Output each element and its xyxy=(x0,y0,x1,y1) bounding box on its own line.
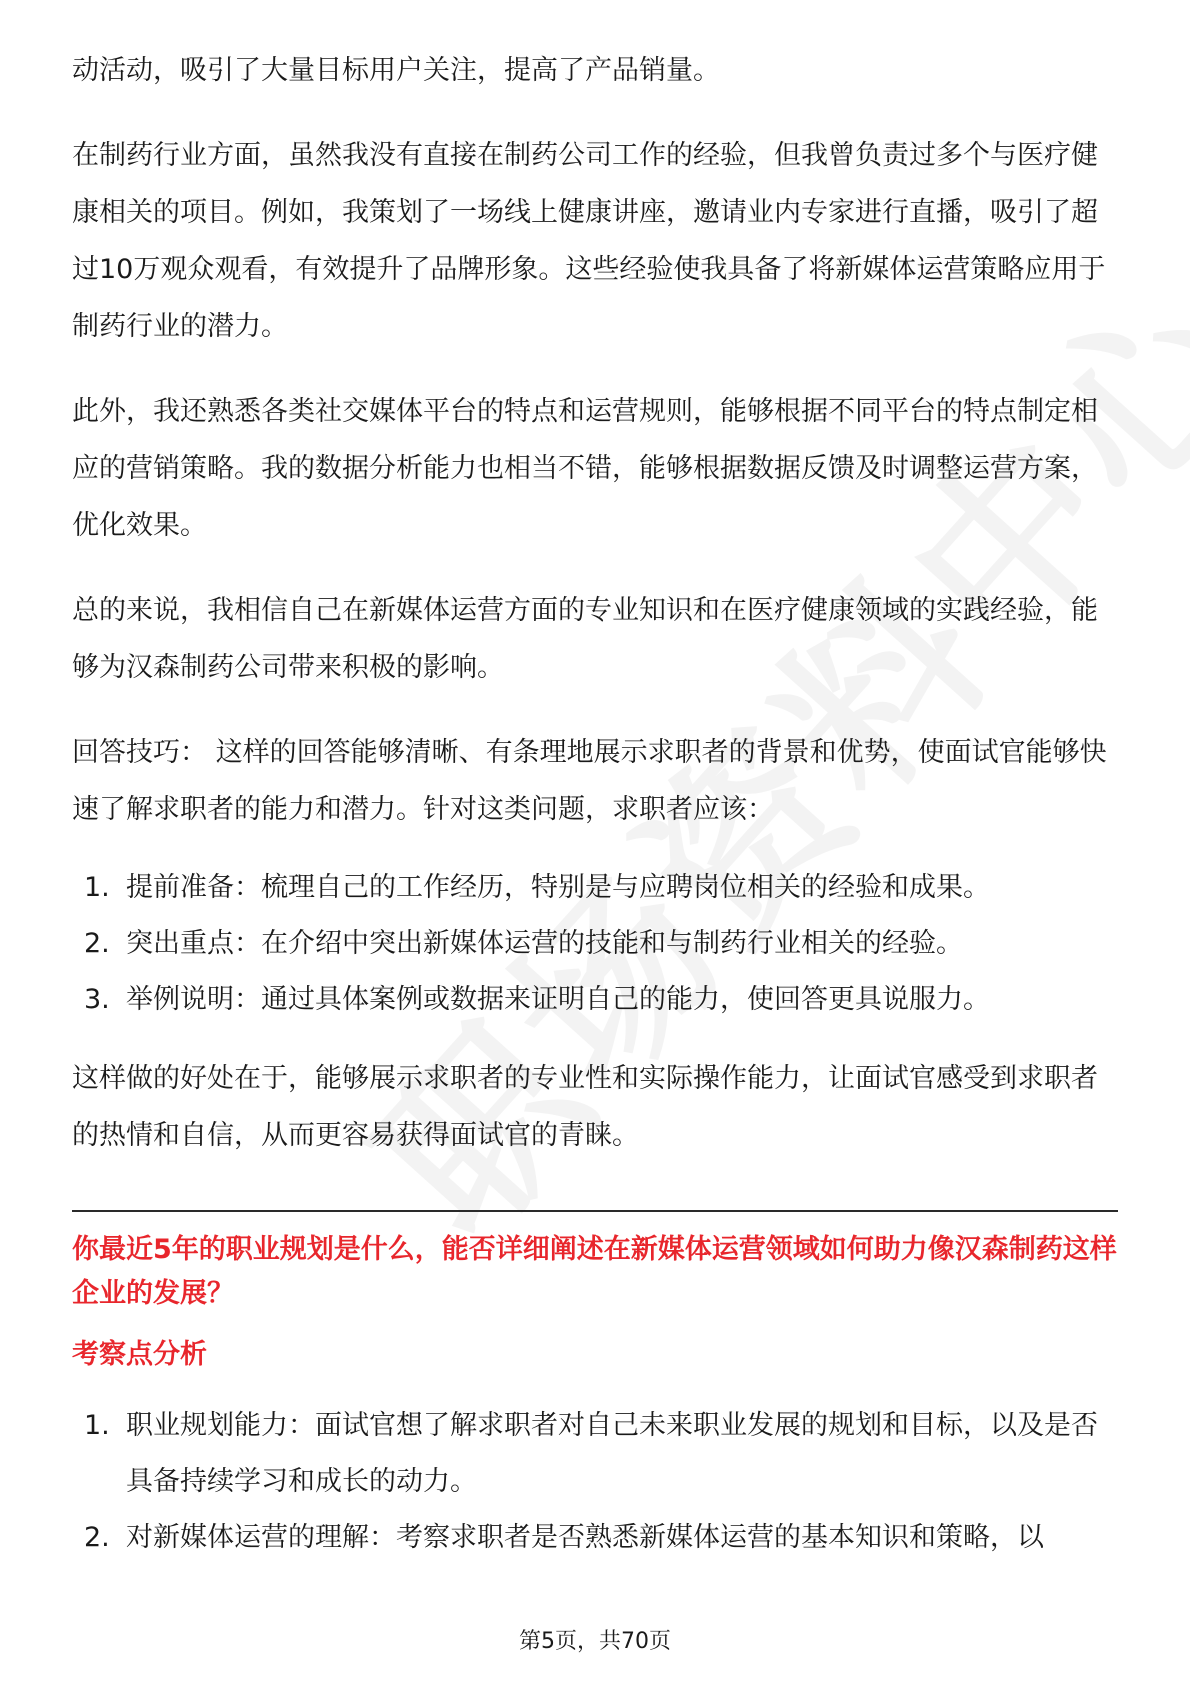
analysis-title: 考察点分析 xyxy=(72,1339,207,1370)
closing-paragraph: 这样做的好处在于，能够展示求职者的专业性和实际操作能力，让面试官感受到求职者的热情和自信，从而更容易获得面试官的青睐。 xyxy=(72,1063,1098,1151)
list-text: 举例说明：通过具体案例或数据来证明自己的能力，使回答更具说服力。 xyxy=(126,984,990,1015)
list-number: 2. xyxy=(84,1522,110,1553)
list-item xyxy=(72,972,1118,1028)
page-content xyxy=(72,42,1118,1566)
section-divider xyxy=(72,1210,1118,1212)
list-text: 职业规划能力：面试官想了解求职者对自己未来职业发展的规划和目标，以及是否具备持续学习和成长的动力。 xyxy=(126,1410,1098,1497)
list-number: 2. xyxy=(84,928,110,959)
paragraph: 此外，我还熟悉各类社交媒体平台的特点和运营规则，能够根据不同平台的特点制定相应的营销策略。我的数据分析能力也相当不错，能够根据数据反馈及时调整运营方案，优化效果。 xyxy=(72,396,1098,541)
list-number: 1. xyxy=(84,872,110,903)
list-item xyxy=(72,860,1118,916)
page-footer: 第5页，共70页 xyxy=(519,1629,671,1654)
question-heading: 你最近5年的职业规划是什么，能否详细阐述在新媒体运营领域如何助力像汉森制药这样企业的发展？ xyxy=(72,1234,1117,1309)
paragraph: 总的来说，我相信自己在新媒体运营方面的专业知识和在医疗健康领域的实践经验，能够为汉森制药公司带来积极的影响。 xyxy=(72,595,1098,683)
list-item xyxy=(72,1398,1118,1510)
list-text: 提前准备：梳理自己的工作经历，特别是与应聘岗位相关的经验和成果。 xyxy=(126,872,990,903)
list-number: 3. xyxy=(84,984,110,1015)
answer-tips-paragraph: 回答技巧： 这样的回答能够清晰、有条理地展示求职者的背景和优势，使面试官能够快速了解求职者的能力和潜力。针对这类问题，求职者应该： xyxy=(72,737,1107,825)
list-number: 1. xyxy=(84,1410,110,1441)
tips-list xyxy=(72,860,1118,1028)
paragraph: 在制药行业方面，虽然我没有直接在制药公司工作的经验，但我曾负责过多个与医疗健康相关的项目。例如，我策划了一场线上健康讲座，邀请业内专家进行直播，吸引了超过10万观众观看，有效提升了品牌形象。这些经验使我具备了将新媒体运营策略应用于制药行业的潜力。 xyxy=(72,140,1106,342)
list-item xyxy=(72,916,1118,972)
analysis-list xyxy=(72,1398,1118,1566)
list-text: 对新媒体运营的理解：考察求职者是否熟悉新媒体运营的基本知识和策略，以 xyxy=(126,1522,1044,1553)
list-text: 突出重点：在介绍中突出新媒体运营的技能和与制药行业相关的经验。 xyxy=(126,928,963,959)
list-item xyxy=(72,1510,1118,1566)
paragraph: 动活动，吸引了大量目标用户关注，提高了产品销量。 xyxy=(72,55,720,86)
